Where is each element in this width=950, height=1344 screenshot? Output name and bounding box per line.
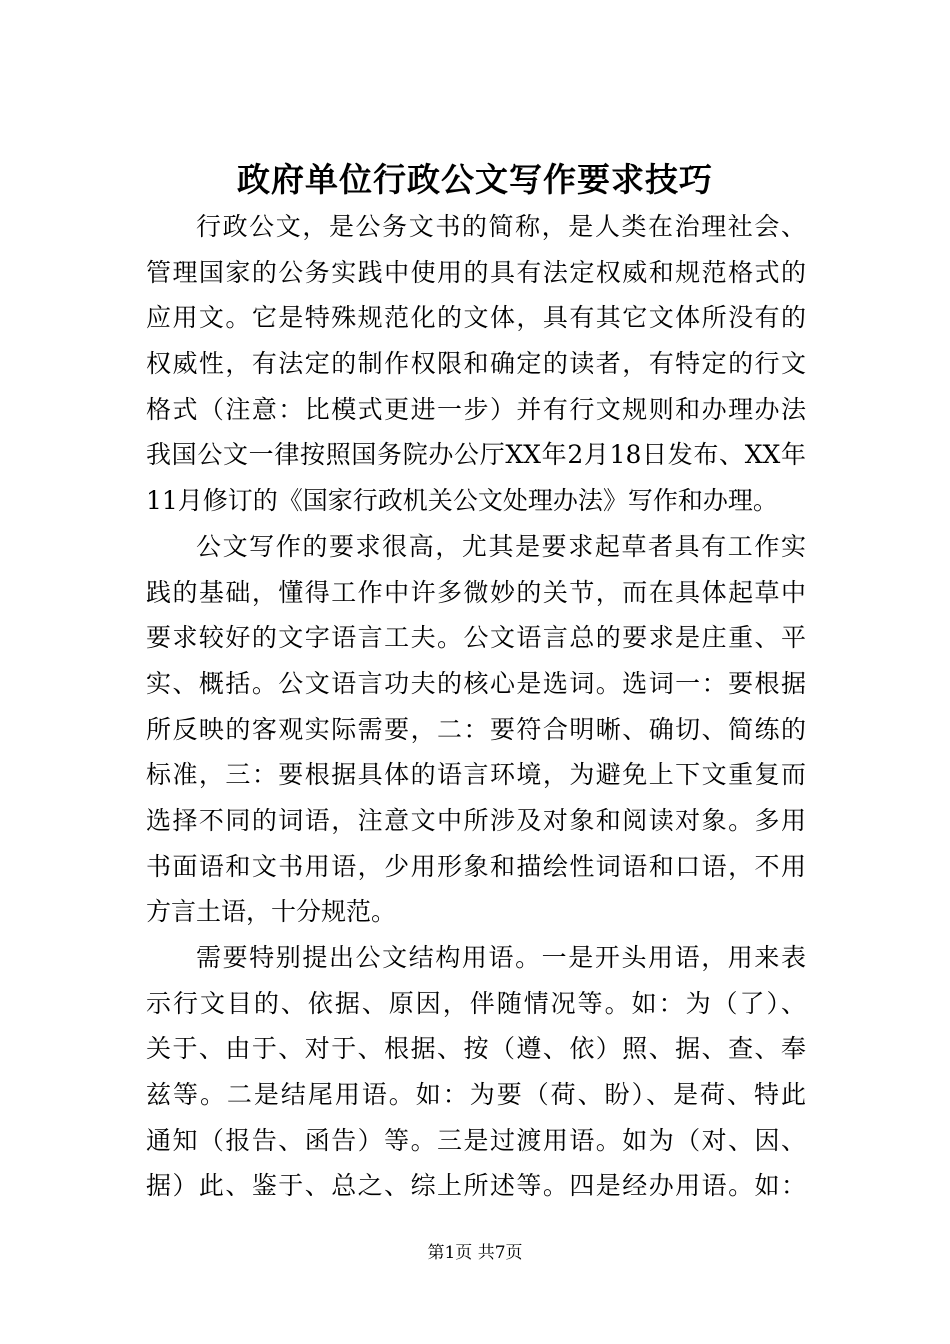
text-line: 标准，三：要根据具体的语言环境，为避免上下文重复而 bbox=[146, 760, 806, 790]
text-line: 行政公文，是公务文书的简称，是人类在治理社会、 bbox=[196, 212, 806, 241]
text-line: 所反映的客观实际需要，二：要符合明晰、确切、简练的 bbox=[146, 714, 806, 744]
text-line: 公文写作的要求很高，尤其是要求起草者具有工作实 bbox=[196, 531, 806, 561]
paragraph-2 bbox=[146, 524, 806, 935]
text-line: 兹等。二是结尾用语。如：为要（荷、盼）、是荷、特此 bbox=[146, 1080, 806, 1110]
text-line: 示行文目的、依据、原因，伴随情况等。如：为（了）、 bbox=[146, 988, 806, 1018]
text-line: 需要特别提出公文结构用语。一是开头用语，用来表 bbox=[196, 943, 806, 972]
text-line: 据）此、鉴于、总之、综上所述等。四是经办用语。如： bbox=[146, 1171, 806, 1201]
page-footer: 第1页 共7页 bbox=[427, 1243, 523, 1263]
paragraph-1 bbox=[146, 204, 806, 524]
text-line: 践的基础，懂得工作中许多微妙的关节，而在具体起草中 bbox=[146, 577, 806, 607]
text-line: 权威性，有法定的制作权限和确定的读者，有特定的行文 bbox=[146, 349, 806, 379]
text-line: 格式（注意：比模式更进一步）并有行文规则和办理办法 bbox=[146, 394, 806, 424]
text-line: 11月修订的《国家行政机关公文处理办法》写作和办理。 bbox=[146, 486, 778, 516]
text-line: 我国公文一律按照国务院办公厅XX年2月18日发布、XX年 bbox=[146, 440, 806, 470]
text-line: 方言土语，十分规范。 bbox=[146, 897, 397, 927]
text-line: 通知（报告、函告）等。三是过渡用语。如为（对、因、 bbox=[146, 1125, 806, 1155]
text-line: 书面语和文书用语，少用形象和描绘性词语和口语，不用 bbox=[146, 851, 806, 881]
text-line: 管理国家的公务实践中使用的具有法定权威和规范格式的 bbox=[146, 257, 806, 287]
page-title: 政府单位行政公文写作要求技巧 bbox=[237, 160, 713, 200]
document-body bbox=[146, 204, 806, 1209]
paragraph-3 bbox=[146, 935, 806, 1209]
text-line: 选择不同的词语，注意文中所涉及对象和阅读对象。多用 bbox=[146, 805, 806, 835]
text-line: 实、概括。公文语言功夫的核心是选词。选词一：要根据 bbox=[146, 668, 806, 698]
text-line: 应用文。它是特殊规范化的文体，具有其它文体所没有的 bbox=[146, 303, 806, 333]
text-line: 要求较好的文字语言工夫。公文语言总的要求是庄重、平 bbox=[146, 623, 806, 653]
text-line: 关于、由于、对于、根据、按（遵、依）照、据、查、奉 bbox=[146, 1034, 806, 1064]
